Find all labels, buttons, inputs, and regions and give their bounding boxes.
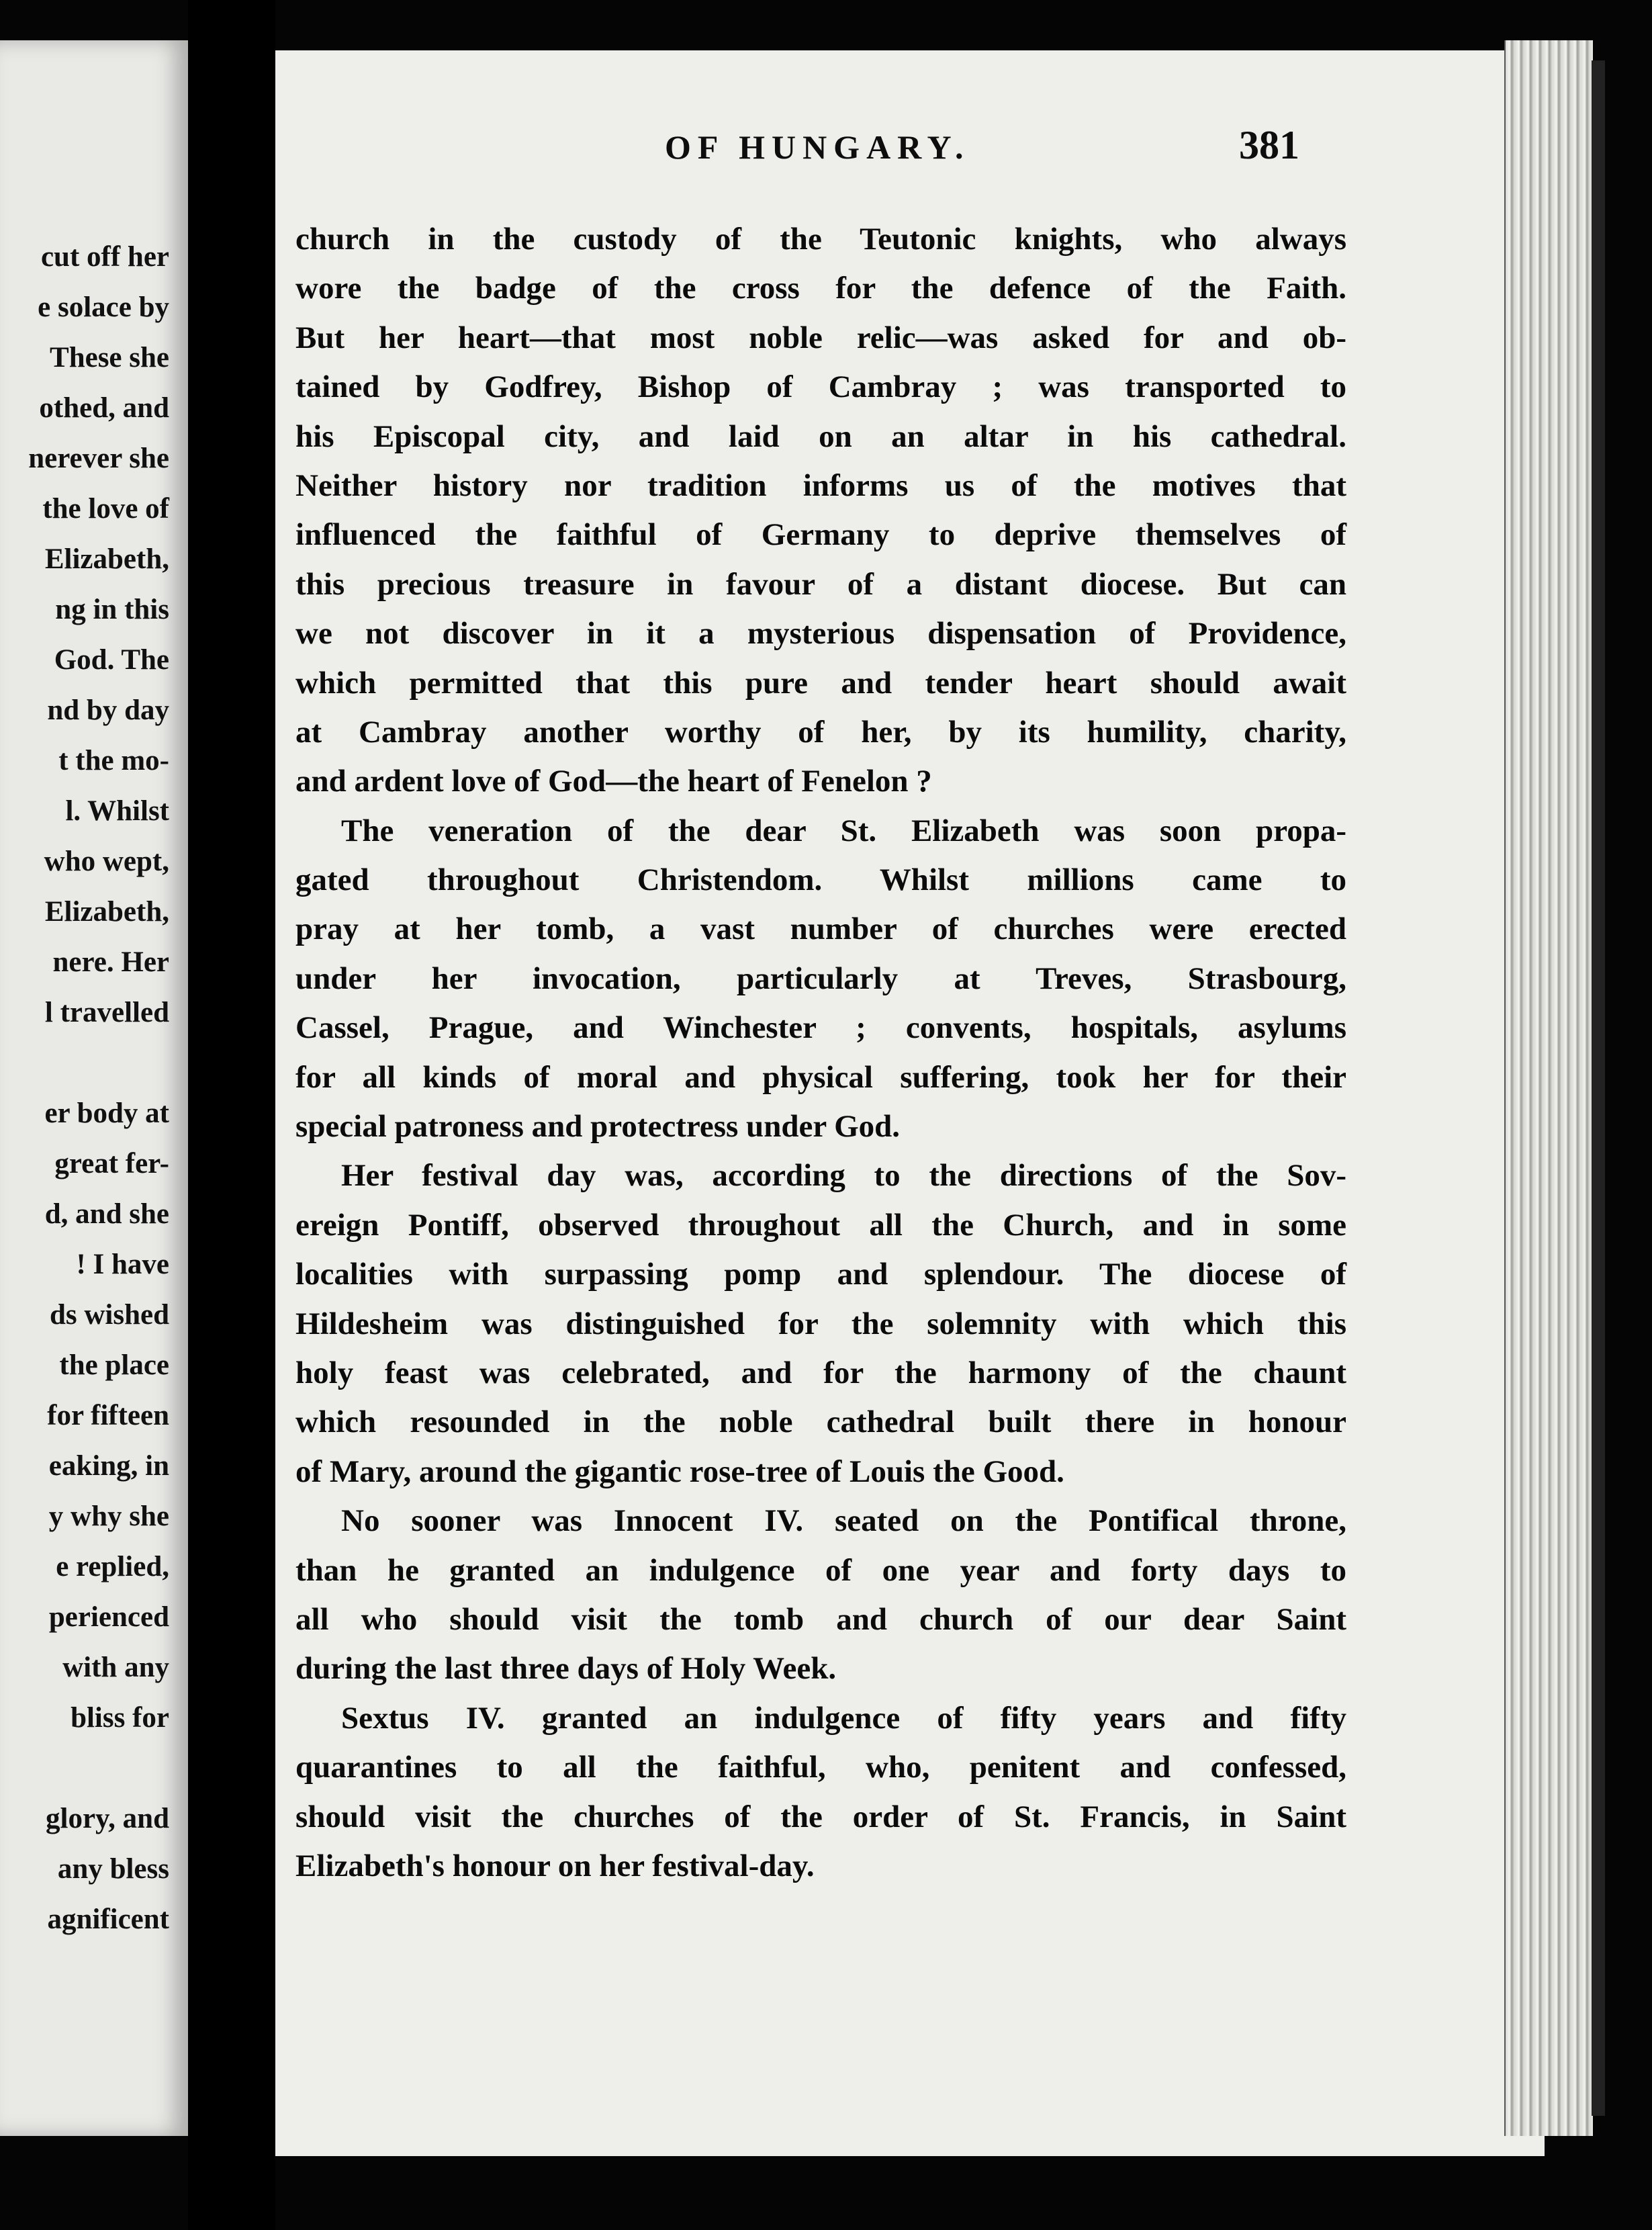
facing-page-line: any bless: [57, 1853, 169, 1885]
text-line: Cassel, Prague, and Winchester ; convents, hospitals, asylums: [295, 1010, 1346, 1046]
text-line: The veneration of the dear St. Elizabeth was soon propa-: [341, 813, 1346, 848]
facing-page-line: the love of: [42, 493, 169, 525]
facing-page-text: [28, 232, 169, 1945]
text-line: church in the custody of the Teutonic knights, who always: [295, 222, 1346, 257]
text-line: at Cambray another worthy of her, by its humility, charity,: [295, 714, 1346, 750]
facing-page-line: y why she: [48, 1501, 169, 1532]
text-line: localities with surpassing pomp and splendour. The diocese of: [295, 1257, 1346, 1292]
facing-page-line: [28, 1743, 169, 1793]
facing-page-line: l. Whilst: [65, 795, 169, 827]
text-line: should visit the churches of the order of St. Francis, in Saint: [295, 1799, 1346, 1834]
page-edges: [1504, 40, 1593, 2136]
text-line: But her heart—that most noble relic—was asked for and ob-: [295, 320, 1346, 355]
text-line: influenced the faithful of Germany to deprive themselves of: [295, 517, 1346, 553]
facing-page-line: agnificent: [47, 1904, 169, 1935]
paragraph: [295, 1497, 1346, 1694]
paragraph: [295, 807, 1346, 1152]
facing-page-line: These she: [50, 342, 169, 373]
facing-page-line: with any: [62, 1652, 169, 1683]
text-line: Hildesheim was distinguished for the solemnity with which this: [295, 1306, 1346, 1341]
facing-page-line: d, and she: [44, 1198, 169, 1230]
facing-page-line: great fer-: [54, 1148, 169, 1179]
facing-page-line: bliss for: [71, 1702, 169, 1734]
body-text: [295, 215, 1346, 1891]
text-line: Elizabeth's honour on her festival-day.: [295, 1848, 815, 1883]
text-line: of Mary, around the gigantic rose-tree of Louis the Good.: [295, 1454, 1064, 1489]
text-line: Her festival day was, according to the directions of the Sov-: [341, 1158, 1346, 1194]
page-edges-shadow: [1592, 60, 1605, 2116]
facing-page-line: l travelled: [44, 997, 169, 1028]
facing-page-line: perienced: [48, 1601, 169, 1633]
text-line: wore the badge of the cross for the defence of the Faith.: [295, 271, 1346, 306]
facing-page-line: Elizabeth,: [44, 543, 169, 575]
text-line: pray at her tomb, a vast number of churches were erected: [295, 911, 1346, 947]
facing-page-line: othed, and: [39, 392, 169, 424]
facing-page-line: cut off her: [40, 241, 169, 273]
paragraph: [295, 1151, 1346, 1497]
facing-page-line: the place: [59, 1349, 169, 1381]
paragraph: [295, 1694, 1346, 1891]
text-line: for all kinds of moral and physical suffering, took her for their: [295, 1059, 1346, 1095]
facing-page-line: nere. Her: [52, 946, 169, 978]
facing-page-line: who wept,: [44, 846, 169, 877]
facing-page-left: [0, 40, 188, 2136]
facing-page-line: nd by day: [47, 695, 169, 726]
facing-page-line: t the mo-: [58, 745, 169, 776]
text-line: his Episcopal city, and laid on an altar in his cathedral.: [295, 418, 1346, 454]
text-line: special patroness and protectress under God.: [295, 1109, 901, 1145]
paragraph: [295, 215, 1346, 807]
text-line: during the last three days of Holy Week.: [295, 1651, 837, 1687]
facing-page-line: e replied,: [56, 1551, 169, 1582]
facing-page-line: er body at: [44, 1098, 169, 1129]
facing-page-line: e solace by: [38, 292, 169, 323]
page-number: 381: [1239, 123, 1299, 167]
text-line: Neither history nor tradition informs us of the motives that: [295, 467, 1346, 503]
facing-page-line: nerever she: [28, 443, 169, 474]
facing-page-line: ds wished: [49, 1299, 169, 1331]
text-line: gated throughout Christendom. Whilst millions came to: [295, 862, 1346, 898]
facing-page-line: Elizabeth,: [44, 896, 169, 928]
text-line: and ardent love of God—the heart of Fenelon ?: [295, 764, 932, 799]
text-line: which permitted that this pure and tender heart should await: [295, 665, 1346, 701]
text-line: we not discover in it a mysterious dispensation of Providence,: [295, 616, 1346, 652]
text-line: this precious treasure in favour of a distant diocese. But can: [295, 566, 1346, 602]
page-header: [275, 121, 1531, 175]
book-gutter: [188, 0, 275, 2230]
facing-page-line: ng in this: [55, 594, 169, 625]
facing-page-line: glory, and: [46, 1803, 169, 1834]
text-line: which resounded in the noble cathedral built there in honour: [295, 1404, 1346, 1440]
text-line: Sextus IV. granted an indulgence of fifty years and fifty: [341, 1700, 1346, 1736]
text-line: all who should visit the tomb and church of our dear Saint: [295, 1601, 1346, 1637]
text-line: ereign Pontiff, observed throughout all the Church, and in some: [295, 1207, 1346, 1243]
facing-page-line: for fifteen: [47, 1400, 169, 1431]
text-line: than he granted an indulgence of one year and forty days to: [295, 1552, 1346, 1588]
text-line: holy feast was celebrated, and for the harmony of the chaunt: [295, 1355, 1346, 1390]
text-line: No sooner was Innocent IV. seated on the Pontifical throne,: [341, 1503, 1346, 1539]
facing-page-line: [28, 1038, 169, 1088]
text-line: tained by Godfrey, Bishop of Cambray ; was transported to: [295, 369, 1346, 405]
running-head: OF HUNGARY.: [665, 128, 970, 166]
text-line: quarantines to all the faithful, who, penitent and confessed,: [295, 1750, 1346, 1785]
facing-page-line: eaking, in: [48, 1450, 169, 1482]
text-line: under her invocation, particularly at Treves, Strasbourg,: [295, 961, 1346, 996]
facing-page-line: God. The: [54, 644, 169, 676]
facing-page-line: ! I have: [76, 1249, 169, 1280]
